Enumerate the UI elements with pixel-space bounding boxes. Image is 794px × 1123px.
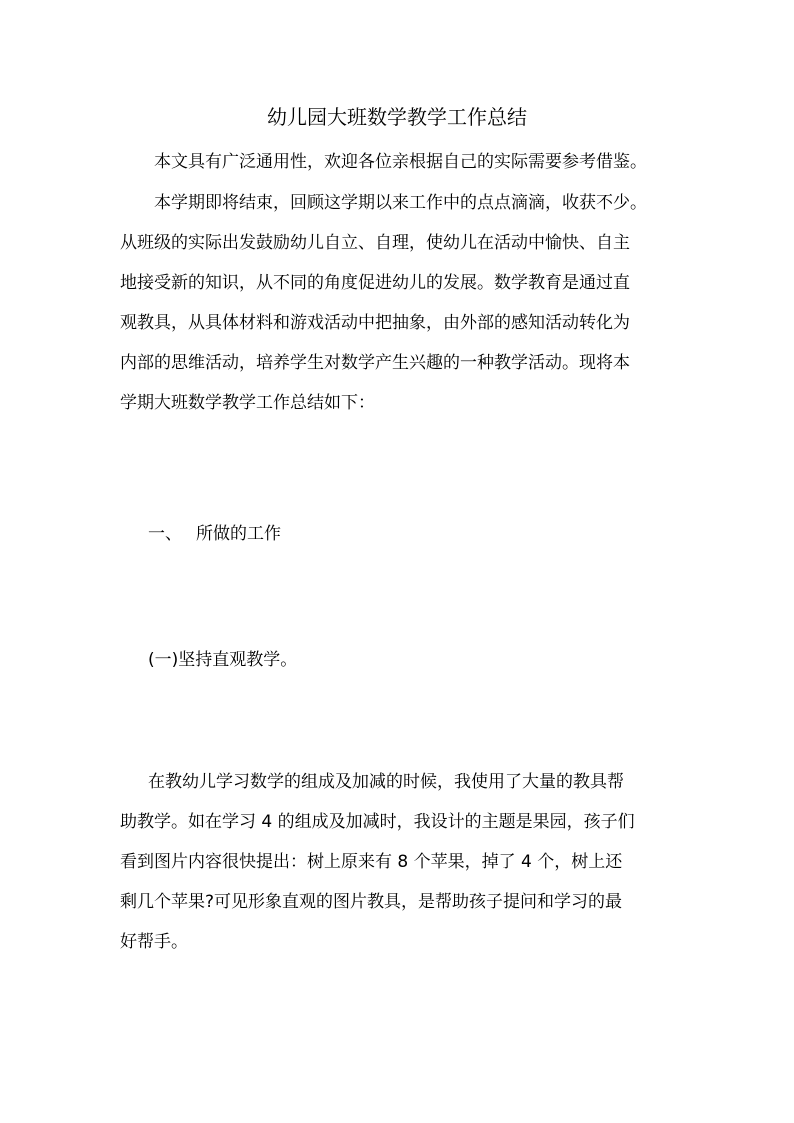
summary-line-5: 内部的思维活动，培养学生对数学产生兴趣的一种教学活动。现将本 [120,353,630,373]
summary-line-3: 地接受新的知识，从不同的角度促进幼儿的发展。数学教育是通过直 [120,273,630,293]
section-number: 一、 [148,524,182,544]
summary-line-6: 学期大班数学教学工作总结如下： [120,393,375,413]
body-line-4: 剩几个苹果?可见形象直观的图片教具，是帮助孩子提问和学习的最 [120,892,623,912]
body-line-1: 在教幼儿学习数学的组成及加减的时候，我使用了大量的教具帮 [148,772,624,792]
section-label: 所做的工作 [196,524,281,544]
section-heading-1 [148,520,281,548]
body-line-5: 好帮手。 [120,932,188,952]
summary-line-1: 本学期即将结束，回顾这学期以来工作中的点点滴滴，收获不少。 [154,193,647,213]
body-line-3: 看到图片内容很快提出：树上原来有 8 个苹果，掉了 4 个，树上还 [120,852,623,872]
body-line-2: 助教学。如在学习 4 的组成及加减时，我设计的主题是果园，孩子们 [120,812,635,832]
subsection-heading-1: (一)坚持直观教学。 [148,650,298,670]
summary-line-2: 从班级的实际出发鼓励幼儿自立、自理，使幼儿在活动中愉快、自主 [120,233,630,253]
document-title: 幼儿园大班数学教学工作总结 [267,105,527,129]
summary-line-4: 观教具，从具体材料和游戏活动中把抽象，由外部的感知活动转化为 [120,313,630,333]
intro-paragraph: 本文具有广泛通用性，欢迎各位亲根据自己的实际需要参考借鉴。 [154,152,647,172]
